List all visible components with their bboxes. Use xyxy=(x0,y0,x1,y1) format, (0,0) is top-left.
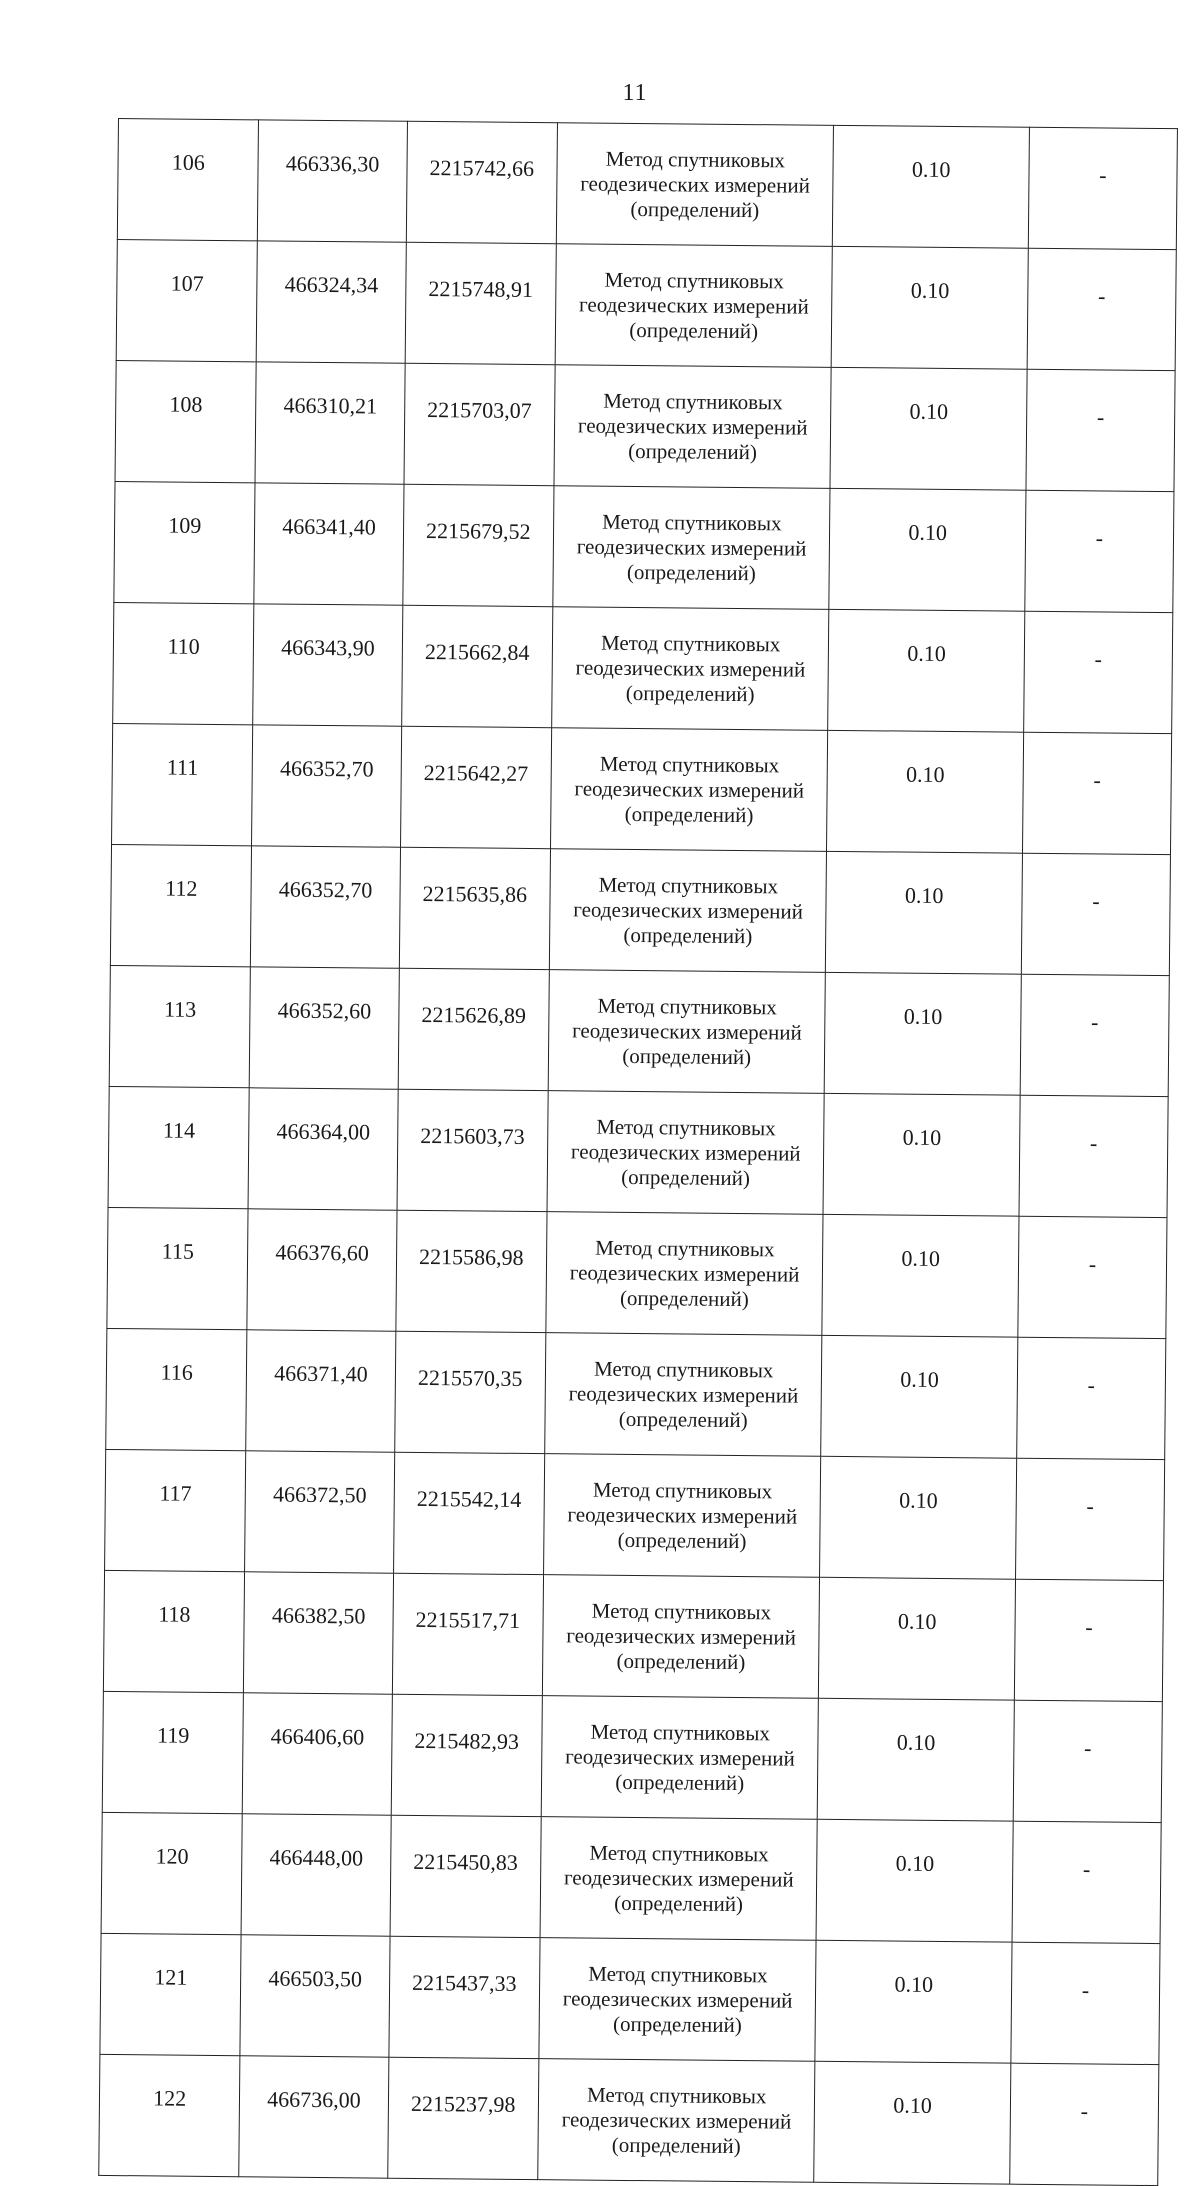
table-row xyxy=(101,1812,1161,1943)
method-cell xyxy=(541,1696,819,1820)
method-text-line: геодезических измерений xyxy=(566,1622,797,1650)
accuracy-cell: 0.10 xyxy=(820,1456,1016,1579)
description-cell: - xyxy=(1015,1458,1164,1580)
method-cell xyxy=(546,1212,824,1336)
method-text-line: Метод спутниковых xyxy=(605,146,786,172)
accuracy-cell: 0.10 xyxy=(825,972,1021,1095)
method-text-line: (определений) xyxy=(626,559,756,585)
point-number-cell: 117 xyxy=(105,1449,247,1571)
coordinate-x-cell: 466352,70 xyxy=(251,846,400,968)
coordinate-x-cell: 466448,00 xyxy=(242,1814,391,1936)
method-cell xyxy=(540,1817,818,1941)
coordinate-x-cell: 466376,60 xyxy=(247,1209,396,1331)
method-text-line: геодезических измерений xyxy=(563,1864,794,1892)
table-row xyxy=(100,1933,1160,2064)
accuracy-cell: 0.10 xyxy=(826,851,1022,974)
accuracy-cell: 0.10 xyxy=(817,1819,1013,1942)
method-text-line: Метод спутниковых xyxy=(589,1840,769,1866)
accuracy-cell: 0.10 xyxy=(819,1577,1015,1700)
description-cell: - xyxy=(1021,853,1170,975)
accuracy-cell: 0.10 xyxy=(830,367,1026,490)
coordinate-x-cell: 466352,70 xyxy=(252,725,401,847)
coordinate-x-cell: 466406,60 xyxy=(243,1693,392,1815)
table-row xyxy=(107,1207,1167,1338)
description-cell: - xyxy=(1010,2063,1159,2185)
method-text-line: (определений) xyxy=(624,801,754,827)
coordinate-x-cell: 466341,40 xyxy=(254,483,403,605)
coordinate-x-cell: 466310,21 xyxy=(255,362,404,484)
method-text-line: (определений) xyxy=(611,2132,741,2158)
coordinate-y-cell: 2215542,14 xyxy=(393,1452,544,1574)
point-number-cell: 118 xyxy=(103,1570,245,1692)
coordinate-y-cell: 2215570,35 xyxy=(394,1331,545,1453)
method-text-line: (определений) xyxy=(615,1769,745,1795)
description-cell: - xyxy=(1012,1821,1161,1943)
method-text-line: геодезических измерений xyxy=(574,775,805,803)
coordinate-x-cell: 466382,50 xyxy=(244,1572,393,1694)
method-text-line: геодезических измерений xyxy=(567,1501,798,1529)
coordinate-x-cell: 466343,90 xyxy=(253,604,402,726)
method-cell xyxy=(542,1575,820,1699)
method-text-line: геодезических измерений xyxy=(565,1743,795,1771)
table-row xyxy=(117,119,1177,250)
coordinate-x-cell: 466736,00 xyxy=(239,2056,388,2178)
description-cell: - xyxy=(1023,611,1172,733)
method-text-line: геодезических измерений xyxy=(577,412,808,440)
description-cell: - xyxy=(1011,1942,1160,2064)
method-text-line: геодезических измерений xyxy=(578,291,809,319)
table-row xyxy=(109,965,1169,1096)
point-number-cell: 109 xyxy=(114,481,256,603)
method-text-line: (определений) xyxy=(612,2011,742,2037)
method-text-line: геодезических измерений xyxy=(580,170,811,198)
point-number-cell: 114 xyxy=(108,1086,250,1208)
method-text-line: геодезических измерений xyxy=(561,2106,792,2134)
point-number-cell: 115 xyxy=(107,1207,249,1329)
coordinate-y-cell: 2215586,98 xyxy=(395,1210,546,1332)
coordinate-y-cell: 2215603,73 xyxy=(397,1089,548,1211)
coordinate-y-cell: 2215679,52 xyxy=(402,484,553,606)
method-text-line: Метод спутниковых xyxy=(593,1356,774,1382)
point-number-cell: 107 xyxy=(116,239,258,361)
accuracy-cell: 0.10 xyxy=(818,1698,1014,1821)
coordinate-y-cell: 2215662,84 xyxy=(401,605,552,727)
method-text-line: Метод спутниковых xyxy=(588,1961,768,1987)
coordinate-y-cell: 2215642,27 xyxy=(400,726,551,848)
method-text-line: (определений) xyxy=(629,317,759,343)
table-row xyxy=(105,1449,1165,1580)
coordinate-x-cell: 466324,34 xyxy=(257,241,406,363)
table-row xyxy=(110,844,1170,975)
point-number-cell: 108 xyxy=(115,360,257,482)
point-number-cell: 122 xyxy=(99,2054,241,2176)
method-text-line: (определений) xyxy=(621,1164,751,1190)
point-number-cell: 119 xyxy=(102,1691,244,1813)
accuracy-cell: 0.10 xyxy=(815,1940,1011,2063)
method-text-line: (определений) xyxy=(619,1285,749,1311)
method-cell xyxy=(548,970,826,1094)
table-row xyxy=(108,1086,1168,1217)
coordinate-y-cell: 2215703,07 xyxy=(404,363,555,485)
description-cell: - xyxy=(1014,1579,1163,1701)
table-row xyxy=(99,2054,1159,2185)
table-row xyxy=(106,1328,1166,1459)
coordinate-x-cell: 466371,40 xyxy=(246,1330,395,1452)
method-text-line: Метод спутниковых xyxy=(591,1598,772,1624)
coordinate-x-cell: 466352,60 xyxy=(250,967,399,1089)
coordinate-y-cell: 2215450,83 xyxy=(390,1815,541,1937)
method-text-line: Метод спутниковых xyxy=(598,872,779,898)
coordinate-x-cell: 466372,50 xyxy=(245,1451,394,1573)
coordinate-y-cell: 2215482,93 xyxy=(391,1694,542,1816)
method-text-line: (определений) xyxy=(625,680,755,706)
method-cell xyxy=(538,2059,816,2183)
coordinate-y-cell: 2215437,33 xyxy=(388,1936,539,2058)
method-text-line: Метод спутниковых xyxy=(600,630,781,656)
method-cell xyxy=(550,728,828,852)
accuracy-cell: 0.10 xyxy=(829,488,1025,611)
method-text-line: (определений) xyxy=(630,196,760,222)
method-text-line: геодезических измерений xyxy=(568,1380,799,1408)
method-text-line: Метод спутниковых xyxy=(602,509,782,535)
accuracy-cell: 0.10 xyxy=(823,1093,1019,1216)
method-text-line: геодезических измерений xyxy=(576,533,807,561)
accuracy-cell: 0.10 xyxy=(827,730,1023,853)
method-text-line: геодезических измерений xyxy=(573,896,804,924)
coordinate-x-cell: 466364,00 xyxy=(248,1088,397,1210)
method-text-line: геодезических измерений xyxy=(572,1017,802,1045)
method-text-line: Метод спутниковых xyxy=(599,751,780,777)
table-row xyxy=(116,239,1176,370)
table-row xyxy=(112,723,1172,854)
description-cell: - xyxy=(1020,974,1169,1096)
coordinate-y-cell: 2215742,66 xyxy=(406,121,557,243)
point-number-cell: 111 xyxy=(112,723,254,845)
table-row xyxy=(103,1570,1163,1701)
accuracy-cell: 0.10 xyxy=(814,2061,1010,2184)
method-text-line: Метод спутниковых xyxy=(592,1477,773,1503)
method-text-line: (определений) xyxy=(623,922,753,948)
point-number-cell: 106 xyxy=(117,119,259,241)
method-cell xyxy=(543,1454,821,1578)
point-number-cell: 121 xyxy=(100,1933,242,2055)
method-cell xyxy=(545,1333,823,1457)
method-text-line: (определений) xyxy=(617,1527,747,1553)
point-number-cell: 116 xyxy=(106,1328,248,1450)
coordinate-x-cell: 466336,30 xyxy=(258,120,407,242)
method-text-line: Метод спутниковых xyxy=(586,2082,767,2108)
accuracy-cell: 0.10 xyxy=(833,125,1029,248)
description-cell: - xyxy=(1025,490,1174,612)
method-cell xyxy=(555,244,833,368)
method-text-line: геодезических измерений xyxy=(569,1259,800,1287)
accuracy-cell: 0.10 xyxy=(832,246,1028,369)
coordinate-y-cell: 2215626,89 xyxy=(398,968,549,1090)
description-cell: - xyxy=(1018,1216,1167,1338)
coordinate-y-cell: 2215517,71 xyxy=(392,1573,543,1695)
accuracy-cell: 0.10 xyxy=(822,1214,1018,1337)
coordinate-x-cell: 466503,50 xyxy=(240,1935,389,2057)
point-number-cell: 112 xyxy=(110,844,252,966)
description-cell: - xyxy=(1016,1337,1165,1459)
method-cell xyxy=(549,849,827,973)
coordinate-y-cell: 2215237,98 xyxy=(387,2057,538,2179)
method-text-line: Метод спутниковых xyxy=(604,267,784,293)
method-text-line: (определений) xyxy=(616,1648,746,1674)
method-text-line: Метод спутниковых xyxy=(590,1719,771,1745)
description-cell: - xyxy=(1013,1700,1162,1822)
method-cell xyxy=(556,123,834,247)
method-text-line: (определений) xyxy=(622,1043,752,1069)
description-cell: - xyxy=(1028,127,1177,249)
description-cell: - xyxy=(1022,732,1171,854)
method-cell xyxy=(547,1091,825,1215)
method-text-line: (определений) xyxy=(614,1890,744,1916)
table-row xyxy=(113,602,1173,733)
point-number-cell: 110 xyxy=(113,602,255,724)
method-text-line: Метод спутниковых xyxy=(596,1114,776,1140)
description-cell: - xyxy=(1026,369,1175,491)
method-cell xyxy=(553,486,831,610)
method-text-line: Метод спутниковых xyxy=(603,388,783,414)
method-text-line: Метод спутниковых xyxy=(595,1235,775,1261)
table-row xyxy=(115,360,1175,491)
method-text-line: геодезических измерений xyxy=(575,654,806,682)
table-row xyxy=(114,481,1174,612)
point-number-cell: 113 xyxy=(109,965,251,1087)
accuracy-cell: 0.10 xyxy=(821,1335,1017,1458)
table-body xyxy=(99,119,1178,2186)
method-cell xyxy=(539,1938,817,2062)
method-text-line: геодезических измерений xyxy=(562,1985,793,2013)
method-text-line: геодезических измерений xyxy=(570,1138,801,1166)
point-number-cell: 120 xyxy=(101,1812,243,1934)
method-text-line: (определений) xyxy=(628,438,758,464)
table-row xyxy=(102,1691,1162,1822)
coordinate-y-cell: 2215748,91 xyxy=(405,242,556,364)
coordinates-table xyxy=(98,118,1178,2186)
method-text-line: Метод спутниковых xyxy=(597,993,777,1019)
page-number: 11 xyxy=(622,80,648,106)
accuracy-cell: 0.10 xyxy=(828,609,1024,732)
method-cell xyxy=(554,365,832,489)
method-cell xyxy=(552,607,830,731)
method-text-line: (определений) xyxy=(618,1406,748,1432)
description-cell: - xyxy=(1019,1095,1168,1217)
coordinate-y-cell: 2215635,86 xyxy=(399,847,550,969)
description-cell: - xyxy=(1027,248,1176,370)
